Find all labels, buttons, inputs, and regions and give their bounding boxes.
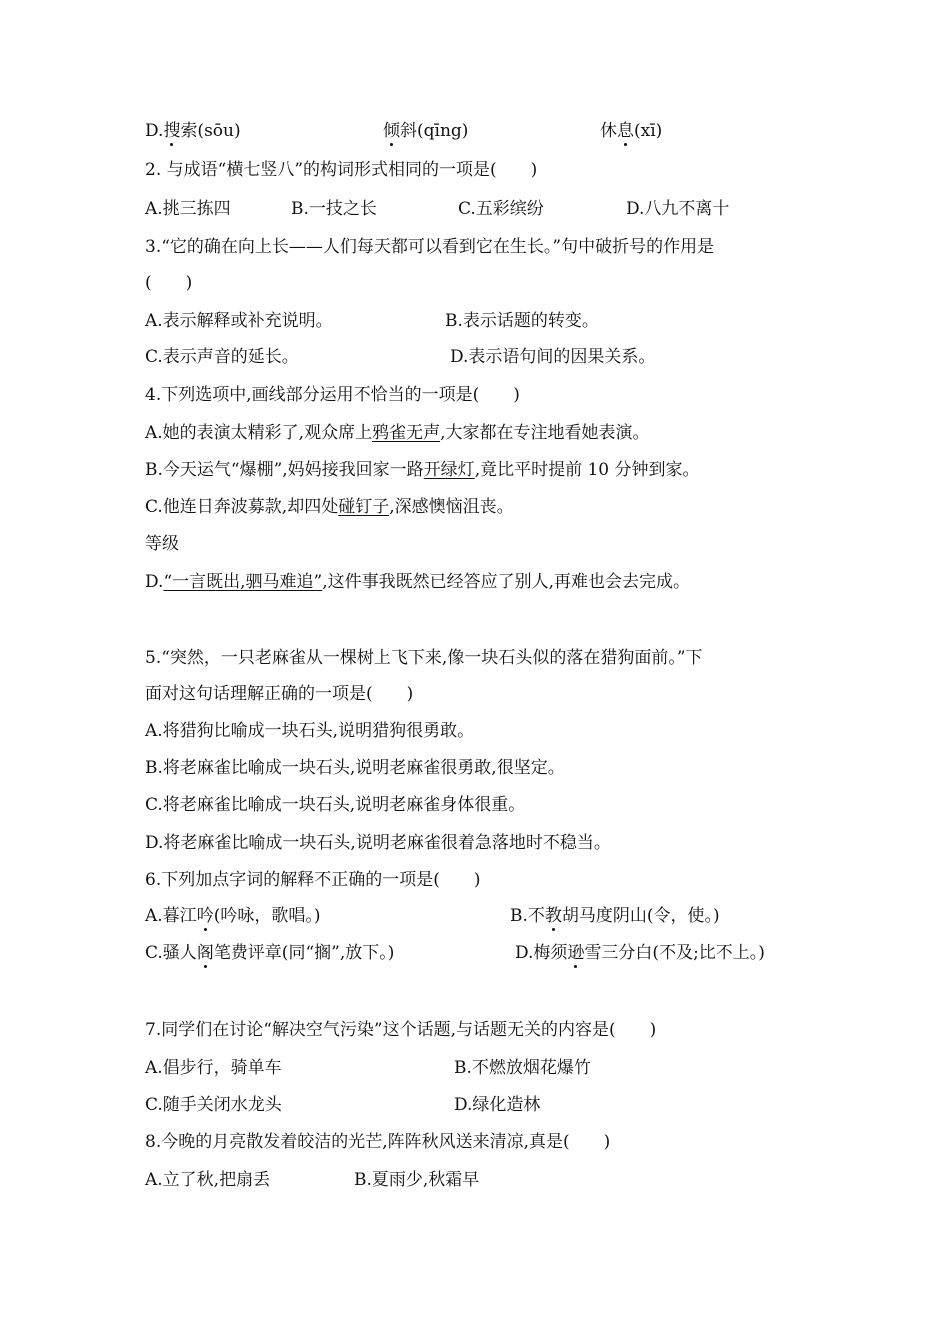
q4-stem: 4.下列选项中,画线部分运用不恰当的一项是( ) [145, 385, 520, 405]
q5-option-b: B.将老麻雀比喻成一块石头,说明老麻雀很勇敢,很坚定。 [145, 758, 565, 778]
q7-option-d: D.绿化造林 [454, 1095, 541, 1115]
q2-option-a: A.挑三拣四 [145, 199, 231, 219]
q3-option-c: C.表示声音的延长。 [145, 347, 299, 367]
q1-option-d-1: D.搜索(sōu) [145, 121, 241, 141]
q7-option-c: C.随手关闭水龙头 [145, 1095, 282, 1115]
q1-option-d-2: 倾斜(qīng) [383, 121, 469, 141]
q5-stem-line2: 面对这句话理解正确的一项是( ) [145, 684, 414, 704]
q3-stem-line1: 3.“它的确在向上长——人们每天都可以看到它在生长。”句中破折号的作用是 [145, 237, 715, 257]
q2-options [145, 198, 730, 220]
q4-option-c: C.他连日奔波募款,却四处碰钉子,深感懊恼沮丧。 [145, 497, 514, 517]
q6-option-a: A.暮江吟(吟咏，歌唱。) [145, 906, 321, 926]
q6-options-row1 [145, 905, 720, 927]
q5-stem-line1: 5.“突然，一只老麻雀从一棵树上飞下来,像一块石头似的落在猎狗面前。”下 [145, 648, 703, 668]
q5-option-c: C.将老麻雀比喻成一块石头,说明老麻雀身体很重。 [145, 795, 526, 815]
q3-options-row1 [145, 310, 599, 332]
q6-option-d: D.梅须逊雪三分白(不及;比不上。) [515, 943, 765, 963]
q2-option-c: C.五彩缤纷 [458, 199, 544, 219]
q6-option-b: B.不教胡马度阴山(令，使。) [510, 906, 720, 926]
q3-option-a: A.表示解释或补充说明。 [145, 311, 333, 331]
q6-option-c: C.骚人阁笔费评章(同“搁”,放下。) [145, 943, 395, 963]
q8-option-b: B.夏雨少,秋霜早 [354, 1170, 480, 1190]
q8-options [145, 1169, 480, 1191]
q5-option-d: D.将老麻雀比喻成一块石头,说明老麻雀很着急落地时不稳当。 [145, 833, 611, 853]
q7-stem: 7.同学们在讨论“解决空气污染”这个话题,与话题无关的内容是( ) [145, 1020, 657, 1040]
q1-option-d-3: 休息(xī) [600, 121, 663, 141]
q4-option-d-underlined: “一言既出,驷马难追” [163, 572, 323, 592]
q4-option-b-underlined: 开绿灯 [423, 460, 475, 480]
q1-option-d-row [145, 120, 663, 142]
q8-option-a: A.立了秋,把扇丢 [145, 1170, 271, 1190]
q6-stem: 6.下列加点字词的解释不正确的一项是( ) [145, 870, 481, 890]
q7-option-a: A.倡步行，骑单车 [145, 1058, 282, 1078]
q6-options-row2 [145, 942, 765, 964]
q3-option-d: D.表示语句间的因果关系。 [450, 347, 656, 367]
q4-option-d: D.“一言既出,驷马难追”,这件事我既然已经答应了别人,再难也会去完成。 [145, 572, 691, 592]
q3-stem-line2: ( ) [145, 273, 193, 293]
q2-option-b: B.一技之长 [291, 199, 377, 219]
q8-stem: 8.今晚的月亮散发着皎洁的光芒,阵阵秋风送来清凉,真是( ) [145, 1132, 611, 1152]
q4-option-b: B.今天运气“爆棚”,妈妈接我回家一路开绿灯,竟比平时提前 10 分钟到家。 [145, 460, 700, 480]
q5-option-a: A.将猎狗比喻成一块石头,说明猎狗很勇敢。 [145, 721, 475, 741]
q2-stem: 2. 与成语“横七竖八”的构词形式相同的一项是( ) [145, 160, 538, 180]
q4-option-a-underlined: 鸦雀无声 [372, 423, 441, 443]
q3-options-row2 [145, 346, 656, 368]
q4-option-c-underlined: 碰钉子 [338, 497, 390, 517]
q7-option-b: B.不燃放烟花爆竹 [454, 1058, 591, 1078]
q7-options-row2 [145, 1094, 541, 1116]
q4-extra-text: 等级 [145, 534, 179, 554]
q4-option-a: A.她的表演太精彩了,观众席上鸦雀无声,大家都在专注地看她表演。 [145, 423, 650, 443]
q7-options-row1 [145, 1057, 591, 1079]
q2-option-d: D.八九不离十 [626, 199, 730, 219]
q3-option-b: B.表示话题的转变。 [445, 311, 599, 331]
